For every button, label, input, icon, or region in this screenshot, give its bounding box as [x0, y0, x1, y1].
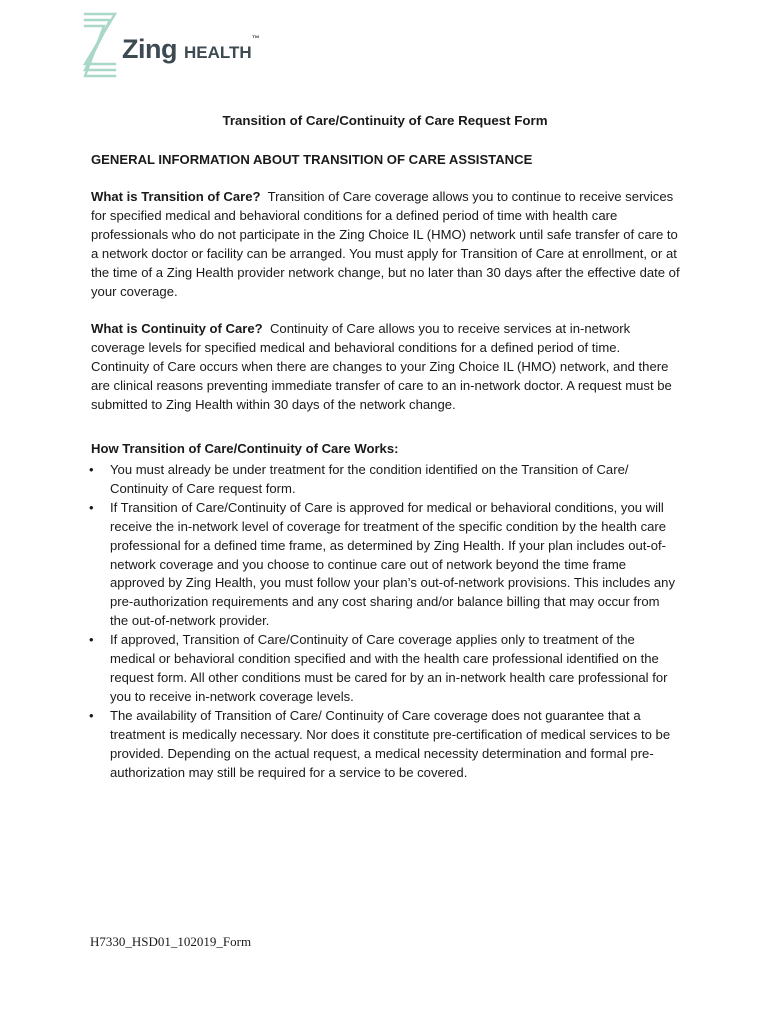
continuity-of-care-question: What is Continuity of Care? [91, 321, 263, 336]
list-item: • If approved, Transition of Care/Continuity of Care coverage applies only to treatment of the medical or behavioral condition specified and with the health care professional identified on the request form. All other conditions must be cared for by an in-network health care professional for you to receive in-network coverage levels. [89, 632, 668, 704]
how-it-works-list [91, 461, 681, 782]
list-item: • The availability of Transition of Care/ Continuity of Care coverage does not guarantee that a treatment is medically necessary. Nor does it constitute pre-certification of medical services to be provided. Depending on the actual request, a medical necessity determination and formal pre-authorization may still be required for a service to be covered. [89, 707, 671, 780]
bullet-icon: • [89, 707, 94, 723]
bullet-icon: • [89, 632, 94, 648]
continuity-of-care-paragraph [91, 320, 681, 415]
how-it-works-heading: How Transition of Care/Continuity of Care Works: [91, 441, 399, 456]
bullet-icon: • [89, 462, 94, 477]
transition-of-care-question: What is Transition of Care? [91, 189, 261, 204]
bullet-icon: • [89, 499, 94, 515]
list-item: • You must already be under treatment for the condition identified on the Transition of Care/ Continuity of Care request form. [89, 462, 629, 496]
form-title: Transition of Care/Continuity of Care Request Form [222, 113, 548, 128]
list-item: • If Transition of Care/Continuity of Care is approved for medical or behavioral conditions, you will receive the in-network level of coverage for treatment of the specific condition by the health care professional for a defined time frame, as determined by Zing Health. If your plan includes out-of-network coverage and you choose to continue care out of network beyond the time frame approved by Zing Health, you must follow your plan’s out-of-network provisions. This includes any pre-authorization requirements and any cost sharing and/or balance billing that may occur from the out-of-network provider. [89, 499, 676, 629]
form-code-footer: H7330_HSD01_102019_Form [90, 934, 252, 949]
continuity-of-care-answer: Continuity of Care allows you to receive services at in-network coverage levels for specified medical and behavioral conditions for a defined period of time. Continuity of Care occurs when there are changes to your Zing Choice IL (HMO) network, and there are clinical reasons preventing immediate transfer of care to an in-network doctor. A request must be submitted to Zing Health within 30 days of the network change. [91, 321, 672, 412]
transition-of-care-paragraph [91, 188, 681, 301]
logo-wordmark: Zing HEALTH™ [122, 34, 260, 64]
zing-health-logo [82, 12, 260, 80]
transition-of-care-answer: Transition of Care coverage allows you to continue to receive services for specified medical and behavioral conditions for a defined period of time with health care professionals who do not participate in the Zing Choice IL (HMO) network until safe transfer of care to a network doctor or facility can be arranged. You must apply for Transition of Care at enrollment, or at the time of a Zing Health provider network change, but no later than 30 days after the effective date of your coverage. [91, 189, 680, 299]
zing-logo-mark-icon [82, 12, 122, 80]
general-info-heading: GENERAL INFORMATION ABOUT TRANSITION OF CARE ASSISTANCE [91, 152, 533, 167]
